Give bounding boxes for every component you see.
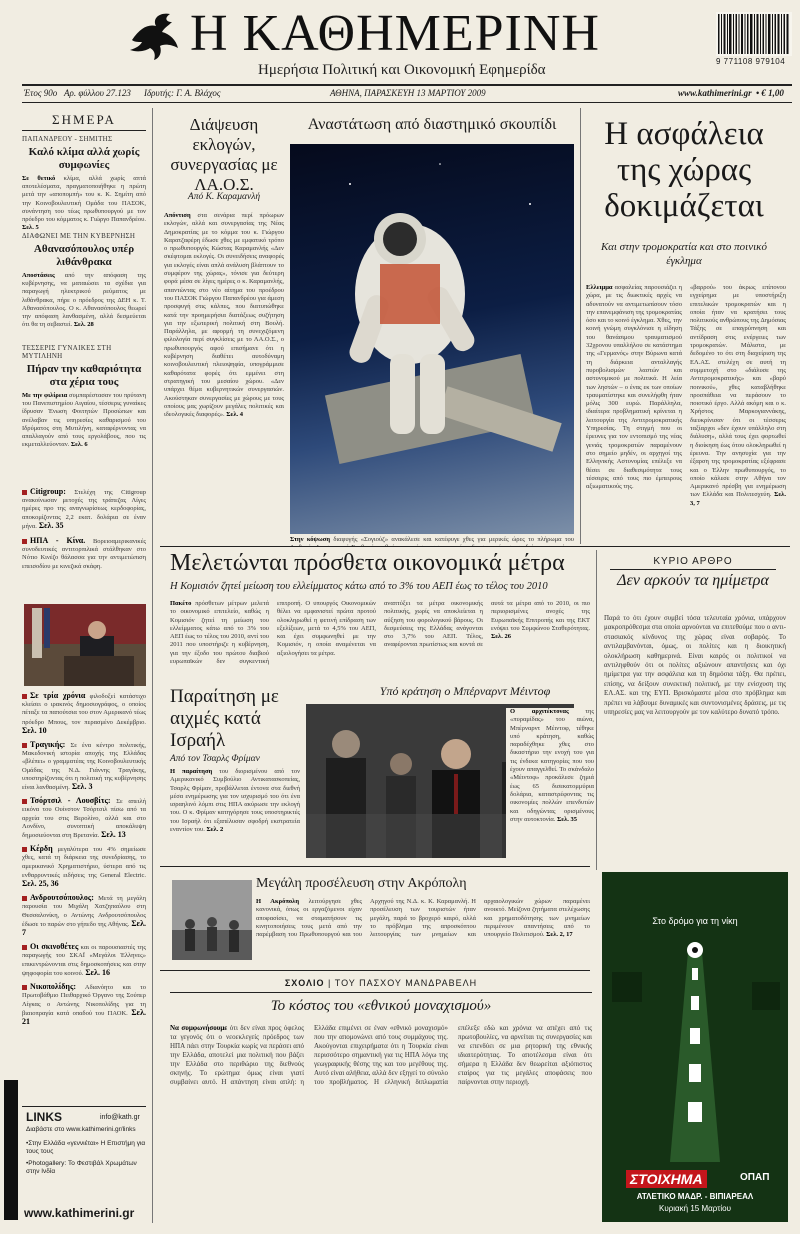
headline-resignation[interactable]: Παραίτηση με αιχμές κατά Ισραήλ — [170, 686, 279, 751]
caption-madoff-title[interactable]: Υπό κράτηση ο Μπέρναρντ Μέιντοφ — [379, 684, 551, 698]
stoixima-advertisement[interactable] — [602, 872, 788, 1222]
issue-number: Αρ. φύλλου 27.123 — [64, 88, 131, 98]
brief-item: Σε τρία χρόνια φιλοδοξεί κατάστιχο κλείσει ο ιρακινός δημοσιογράφος, ο οποίος πέταξε τα παπούτσια του στον Αμερικανό τέως πρόεδρο Μπους, τον περασμένο Δεκέμβριο. Σελ. 10 — [22, 691, 146, 735]
dateline: ΑΘΗΝΑ, ΠΑΡΑΣΚΕΥΗ 13 ΜΑΡΤΙΟΥ 2009 — [330, 88, 486, 98]
brief-good-climate: Σε θετικό κλίμα, αλλά χωρίς απτά αποτελέσματα, πραγματοποιήθηκε η πρώτη μετά την «αποπομπή» του κ. Κ. Σημίτη από την Κοινοβουλευτική Ομάδα του ΠΑΣΟΚ, συνάντηση του τέως πρωθυπουργού με τον πρόεδρο του κόμματος κ. Γιώργο Παπανδρέου. Σελ. 5 — [22, 175, 146, 232]
ad-tagline: Στο δρόμο για τη νίκη — [652, 916, 738, 926]
headline-athanasopoulos[interactable]: Αθανασόπουλος υπέρ λιθάνθρακα — [33, 243, 135, 268]
headline-acropolis[interactable]: Μεγάλη προσέλευση στην Ακρόπολη — [256, 876, 467, 891]
headline-cleaning[interactable]: Πήραν την καθαριότητα στα χέρια τους — [26, 363, 142, 388]
barcode-number: 9 771108 979104 — [716, 57, 786, 66]
article-madoff: Ο αρχιτέκτονας της «πυραμίδας» του αιώνα, Μπέρναρντ Μέιντοφ, τέθηκε υπό κράτηση, καθώς παραδέχθηκε χθες στο δικαστήριο την ενοχή του για τις ένδεκα κατηγορίες που του έχουν απαγγελθεί. Το σκάνδαλο «Μέιντοφ» προκάλεσε ζημιά έως 65 δισεκατομμύρια δολάρια, καταστρέφοντας τις οικονομίες πολλών επενδυτών και οδηγώντας ορισμένους στην αυτοκτονία. Σελ. 35 — [506, 708, 594, 862]
ad-date: Κυριακή 15 Μαρτίου — [659, 1204, 731, 1213]
photo-astronaut — [290, 144, 574, 534]
bullet-square-icon — [22, 539, 27, 544]
bullet-square-icon — [22, 945, 27, 950]
bullet-square-icon — [22, 694, 27, 699]
comment-label: ΣΧΟΛΙΟ | ΤΟΥ ΠΑΣΧΟΥ ΜΑΝΔΡΑΒΕΛΗ — [284, 978, 478, 988]
bullet-square-icon — [22, 847, 27, 852]
brief-item: Ανδρουτσόπουλος: Μετά τη μεγάλη παρουσία του Μιχάλη Χατζηπαύλου στη Θεσσαλονίκη, ο Αντώνης Ανδρουτσόπουλος έδωσε το παρών στο γήπεδο της Αθήνας. Σελ. 7 — [22, 893, 146, 938]
headline-good-climate[interactable]: Καλό κλίμα αλλά χωρίς συμφωνίες — [28, 146, 140, 171]
headline-security[interactable]: Η ασφάλεια της χώρας δοκιμάζεται — [604, 116, 764, 224]
link-photogallery[interactable]: •Photogallery: Το Φεστιβάλ Χρωμάτων στην Ινδία — [26, 1160, 137, 1175]
brief-item: Τραγικής: Σε ένα κέντρο πολιτικής, Μακεδονική ιστορία αποχής της Ελλάδας «βλέπει» ο γραμματέας της Κοινοβουλευτικής Ομάδας της Ν.Δ. Γιάννης Τραγάκης, υποστηρίζοντας ότι η πολιτική της κυβέρνησης είναι λανθασμένη. Σελ. 3 — [22, 740, 146, 792]
acropolis-crowd-illustration — [172, 880, 252, 960]
bullet-square-icon — [22, 896, 27, 901]
brief-item: Τσόρτσιλ - Λουσβίτς: Σε απειλή εικόνα του Ουίνστον Τσόρτσιλ πίσω από τα αρχεία του στις Βερολίνο, αλλά και στο Λονδίνο, συνοπτική αποκάλυψη δημοσιεύονται στη Βρετανία. Σελ. 13 — [22, 796, 146, 840]
kathimerini-side-strip — [4, 1080, 18, 1220]
eagle-logo-icon — [126, 10, 182, 62]
bullet-square-icon — [22, 985, 27, 990]
links-email[interactable]: info@kath.gr — [100, 1114, 140, 1121]
bullet-square-icon — [22, 743, 27, 748]
article-resignation: Η παραίτηση του διορισμένου από τον Αμερικανικό Συμβούλιο Αντικατασκοπείας, Τσαρλς Φρίμαν, προβάλλεται έντονα στα διεθνή μέσα ενημέρωσης για τον ισχυρισμό του ότι ένα ισραηλινό λόμπι στις ΗΠΑ ακύρωσε την εκλογή του. Ο κ. Φρίμαν κατηγόρησε τους υποστηρικτές του Ισραήλ ότι εξαπέλυσαν σφοδρή εκστρατεία εναντίον του. Σελ. 2 — [170, 768, 300, 834]
caption-space: Στην κόψωση διαφυγής «Σογιούζ» ανακάλεσε και κατέφυγε χθες για μερικές ώρες το πλήρωμα του — [290, 536, 574, 543]
brief-item: Νικοπολίδης: Αδιανόητο και το Πρωτοβάθμιο Πειθαρχικό Όργανο της Σούπερ Λίγκας ο Αντώνης Νικοπολίδης για τη βιαιοπραγία κατά οπαδού του ΠΑΟΚ. Σελ. 21 — [22, 982, 146, 1026]
kicker-dei: ΔΙΑΦΩΝΕΙ ΜΕ ΤΗΝ ΚΥΒΕΡΝΗΣΗ — [22, 232, 136, 240]
ad-match: ΑΤΛΕΤΙΚΟ ΜΑΔΡ. - ΒΙΠΙΑΡΕΑΛ — [636, 1192, 754, 1201]
headline-comment[interactable]: Το κόστος του «εθνικού μοναχισμού» — [270, 998, 492, 1014]
brief-cleaning: Με την φιλίρεια συμπαρέστασαν του πρύτανη του Πανεπιστημίου Αιγαίου, τέσσερις γυναίκες ίδρυσαν Ένωση Φοιτητών Προσώπων και ανέλαβαν τις υπηρεσίες καθαρισμού του Ιδρύματος στη Μυτιλήνη, καταφέρνοντας να απαλλαγούν από τους εργολάβους, που τις εκμεταλλεύονταν. Σελ. 6 — [22, 392, 147, 449]
article-comment: Να συμφωνήσουμε ότι δεν είναι προς όφελος τα γεγονός ότι ο νεοεκλεγείς πρόεδρος των ΗΠΑ πάει στην Τουρκία κωρίς να περάσει από την Ελλάδα, αποτελεί μια πολιτική που βάζει την Ελλάδα στο περιθώριο της διεθνούς σκηνής. Το ερώτημα όμως είναι γιατί συμβαίνει αυτό. Η απάντηση είναι απλή: η Ελλάδα επιμένει σε έναν «εθνικό μοναχισμό» που την απομονώνει από τους συμμάχους της. Ακούγονται επιχειρήματα ότι η Τουρκία είναι περισσότερο σημαντική για τις ΗΠΑ λόγω της γεωγραφικής θέσης της και του μεγέθους της. Αυτό είναι αλήθεια, αλλά δεν εξηγεί το σύνολο του προβλήματος. Η ελληνική διπλωματία επέλεξε εδώ και χρόνια να απέχει από τις πρωτοβουλίες, να αρνείται τις συνεργασίες και να επενδύει σε μια ρητορική της εθνικής ιδιαιτερότητας. Το αποτέλεσμα είναι ότι σήμερα η Ελλάδα δεν θεωρείται αξιόπιστος εταίρος για τις μεγάλες αποφάσεις που παίρνονται στην περιοχή. — [170, 1024, 592, 1086]
brief-item: Οι σκινοθέτες και οι παρουσιαστές της παραγωγής του ΣΚΑΪ «Μεγάλοι Έλληνες» επικεντρώνονται στις δημοσκοπήσεις και στην ψηφοφορία του κοινού. Σελ. 16 — [22, 942, 146, 977]
byline-elections: Από Κ. Καραμανλή — [187, 192, 261, 202]
kicker-papandreou: ΠΑΠΑΝΔΡΕΟΥ - ΣΗΜΙΤΗΣ — [22, 135, 113, 143]
brief-item: Citigroup: Στελέχη της Citigroup ανακοίνωσαν μετοχές της τράπεζας Λίγες ημέρες προ της αναγνωρίσεως κερδοφορίας, αποκομίζοντας 2,2 εκατ. δολάρια σε έναν μήνα. Σελ. 35 — [22, 487, 146, 530]
article-economy-a: Πακέτο πρόσθετων μέτρων μελετά το οικονομικό επιτελείο, καθώς η Κομισιόν ζητεί τη μείωση του ελλείμματος κάτω από το 3% του ΑΕΠ έως το τέλος του 2010, αντί του 2011 που υποστήριζε η κυβέρνηση, για την έξοδο του πρώτου διαβιού ευρωπαϊκών δεν συγκεντική επιτροπή. Ο υπουργός Οικονομικών θέλει να εμφανιστεί πρώτα προτού ολοκληρωθεί η φετινή επίδραση των εξελίξεων, μετά το 4,5% του ΑΕΠ, και έχει συμφωνηθεί με την Κομισιόν, η οποία αναμένεται να αξιολογήσει τα μέτρα. — [170, 600, 376, 666]
article-editorial: Παρά το ότι έχουν συμβεί τόσα τελευταία χρόνια, υπάρχουν μακροπρόθεσμα στα οποία αρνούνται να επιτεθούμε που ο αντι-στασιακός κίνδυνος της χώρας είναι σοβαρός. Το αντιλαμβανόνται, όμως, οι πολίτες και η διοικητική ολοκλήρωση καθημερινά. Είναι καιρός οι πολιτικοί να αντιληφθούν ότι οι πολίτες αξιώνουν απαντήσεις και όχι ημίμετρα για την ασφάλεια και τη δημόσια τάξη. Θα πρέπει, επίσης, να δείξουν συνεκτική πολιτική, με την ενίσχυση της ΕΛ.ΑΣ. και της ΕΥΠ. Βρισκόμαστε μέσα στο πρόβλημα και πρέπει να λάβουμε δυναμικές και συντονισμένες δράσεις, με τις υπηρεσίες μας να λειτουργούν με τον καλύτερο δυνατό τρόπο. — [604, 614, 786, 717]
headline-economy[interactable]: Μελετώνται πρόσθετα οικονομικά μέτρα — [170, 550, 565, 576]
photo-acropolis — [172, 880, 252, 960]
photo-bush-conference — [24, 604, 146, 686]
article-economy-b: αναπτύξει τα μέτρα οικονομικής πολιτικής, χωρίς να αποκλείεται η αύξηση του φορολογικού βάρους. Οι δεσμεύσεις της Ελλάδας ανάγονται στο 3,7% του ΑΕΠ. Τέλος, αναφέρονται πρωτίστως και κοντά σε αυτά τα μέτρα από το 2010, οι πιο περιορισμένες ανοχές της Ευρωπαϊκής Επιτροπής και της ΕΚΤ ενόψει του Συμφώνου Σταθερότητας. Σελ. 26 — [384, 600, 590, 649]
brief-athanasopoulos: Αποστάσεις από την απόφαση της κυβέρνησης, να ματαιώσει τα σχέδια για παραγωγή ηλεκτρικού ρεύματος με λιθάνθρακα, πήρε ο πρόεδρος της ΔΕΗ κ. Τ. Αθανασόπουλος. Ο κ. Αθανασόπουλος θεωρεί την απόφαση λανθασμένη, αλλά δεσμεύεται ότι θα τη σεβαστεί. Σελ. 28 — [22, 272, 146, 329]
issue-year: Έτος 90ο — [24, 88, 58, 98]
article-elections: Απόντιση στα σενάρια περί πρόωρων εκλογών, αλλά και συνεργασίας της Νέας Δημοκρατίας με το κόμμα του κ. Γιώργου Καρατζαφέρη έδωσε χθες με εμφατικό τρόπο ο πρωθυπουργός Κώστας Καραμανλής «Δεν σκέφτομαι εκλογές. Οι συνειδήσεις αναφορές για εκλογές είναι απλά ανάλυση βλάπτουν το συμφέρον της χώρας», τόνισε για δεύτερη φορά μέσα σε λίγες ημέρες ο κ. Καραμανλής, απαντώντας στο νέο αίτημα του προέδρου του ΠΑΣΟΚ Γιώργου Παπανδρέου για άμεση προσφυγή στις κάλπες, που διατυπώθηκε κατά την προημερήσια διατάξεως συζήτηση για την εξωτερική πολιτική στη Βουλή. Παράλληλα, με αφορμή τη συνεχιζόμενη φιλολογία περί συγκλίσεις με το ΛΑ.Ο.Σ., ο πρωθυπουργός αφού επισήμανε ότι η κυβέρνηση διαθέτει αυτοδύναμη κοινοβουλευτική πλειοψηφία, υπογράμμισε καθαρότατα φορές ότι εμμένει στη στρατηγική του μεσαίου χώρου. «Δεν υπάρχει θέμα κυβερνητικών συνεργασιών. Ακούστηκαν συνεργασίες με χώρους με τους οποίους μας χωρίζουν μεγάλες πολιτικές και ιδεολογικές διαφορές». Σελ. 4 — [164, 212, 284, 419]
astronaut-illustration — [290, 144, 574, 534]
headline-elections[interactable]: Διάψευση εκλογών, συνεργασίας με ΛΑ.Ο.Σ. — [170, 115, 278, 194]
ad-brand: ΣΤΟΙΧΗΜΑ — [626, 1170, 707, 1188]
article-security-col2: «βαρρού» του άκρως επίπονου εγχείρημα με υποστήριξη επιτελικών τρομοκρατών και η οποία ήταν να κρατήσει τους πολιτικούς ανθρώπους της Δημόσιας Τάξης σε επαγρύπνηση και αντίδραση στις ενέργειες των τρομοκρατών. Μάλιστα, με δεδομένο το ότι στη διαχείριση της ΕΛ.ΑΣ. στελέχη σε αυτή τη συμμετοχή στο «διάλυσε της Αντιτρομοκρατικής» και «βαρύ ποινικού», χθες καταβλήθηκε προσπάθεια να περάσουν το ποιοτικό έργο. Αλλά ακόμη και ο κ. Χρήστος Μαρκογιαννάκης, διευκρίνισαν ότι οι τέσσερις ταξίαρχοι «δεν έχουν υπάλληλο στη διάλυση», αλλά τους έχει φορτωθεί η διοίκηση έως ότου ολοκληρωθεί η έρευνα. Την ανησυχία για την έξαρση της τρομοκρατίας εξέφρασε και ο Έλλην πρωθυπουργός, το οποίο κάλεσε στην Αθήνα τον Αμερικανό πρέσβη για ενημέρωση των Ελλάδα και Πολιτεσχεύη. Σελ. 3, 7 — [690, 284, 786, 507]
links-subtitle[interactable]: Διαβάστε στο www.kathimerini.gr/links — [26, 1126, 136, 1133]
masthead-title: Η ΚΑΘΗΜΕΡΙΝΗ — [190, 5, 600, 62]
link-science[interactable]: •Στην Ελλάδα «γεννιέται» Η Επιστήμη για τους τους — [26, 1140, 146, 1155]
barcode-icon — [716, 12, 792, 56]
headline-space-debris[interactable]: Αναστάτωση από διαστημικό σκουπίδι — [307, 116, 557, 133]
bullet-square-icon — [22, 799, 27, 804]
masthead-subtitle: Ημερήσια Πολιτική και Οικονομική Εφημερίδα — [258, 62, 546, 78]
article-security-col1: Ελλειμμα ασφαλείας παρουσιάζει η χώρα, με τις διωκτικές αρχές να αδυνατούν να αντιμετωπίσουν τόσο την επανεμφάνιση της τρομοκρατίας όσο και το κοινό έγκλημα. Χθες, την κοινή γνώμη συγκλόνισε η είδηση του θανάσιμου τραυματισμού 32χρονου υπαλλήλου σε κατάστημα της «Γερμανός» στην Βύρωνα κατά τη διάρκεια ανταλλαγής πυροβολισμών λαστών και αστυνομικού με πολιτικά. Η λεία των ληστών – ο ένας εκ των οποίων τραυματίστηκε και συνελήφθη ήταν μόλις 300 ευρώ. Παράλληλα, ιδιαίτερα προβληματική κρίνεται η λειτουργία της Αντιτρομοκρατικής Υπηρεσίας. Τη στιγμή που οι έρευνες για τον εντοπισμό της νέας γενιάς τρομοκρατών παραμένουν στο σημείο μηδέν, οι αρχηγοί της Ελληνικής Αστυνομίας επέλεξε να θέσει σε διαθεσιμότητα τους τέσσερις από τους πιο έμπειρους αξιωματικούς της. — [586, 284, 682, 491]
footer-website-link[interactable]: www.kathimerini.gr — [24, 1206, 135, 1220]
masthead-website[interactable]: www.kathimerini.gr — [678, 88, 752, 98]
links-title: LINKS — [26, 1110, 62, 1124]
editorial-label: ΚΥΡΙΟ ΑΡΘΡΟ — [653, 556, 733, 567]
price: • € 1,00 — [756, 88, 784, 98]
subhead-economy: Η Κομισιόν ζητεί μείωση του ελλείμματος κάτω από το 3% του ΑΕΠ έως το τέλος του 2010 — [170, 581, 548, 592]
brief-item: Κέρδη μεγαλύτερα του 4% σημείωσε χθες, κατά τη διάρκεια της συνεδρίασης, το αμερικανικό Χρηματιστήριο, ύστερα από τις ενθαρρυντικές ειδήσεις της General Electric. Σελ. 25, 36 — [22, 844, 146, 889]
kicker-mytilini: ΤΕΣΣΕΡΙΣ ΓΥΝΑΙΚΕΣ ΣΤΗ ΜΥΤΙΛΗΝΗ — [22, 344, 112, 360]
article-acropolis: Η Ακρόπολη λειτούργησε χθες κανονικά, όπως οι εργαζόμενοι είχαν αποφασίσει, να σταματήσουν τις κινητοποιήσεις τους μετά από την παρέμβαση του Πρωθυπουργού και του Αρχηγού της Ν.Δ. κ. Κ. Καραμανλή. Η προσέλευση των τουριστών ήταν μεγάλη, παρά το βροχερό καιρό, αλλά το πρόβλημα της απροσκόπτου λειτουργίας των μνημείων και αρχαιολογικών χώρων παραμένει ανοικτό. Μείζονα ζητήματα στελέχωσης και χρηματοδότησης των μνημείων περιμένουν απαντήσεις από το υπουργείο Πολιτισμού. Σελ. 2, 17 — [256, 898, 590, 939]
opap-logo: ΟΠΑΠ — [740, 1172, 770, 1183]
brief-item: ΗΠΑ - Κίνα. Βορειοαμερικανικές συνοδευτικές αντιτορπιλικά στάλθηκαν στο Νότιο Κινέζο θάλασσα για την αντιμετώπιση επεισοδίου με κινεζικά σκάφη. — [22, 536, 147, 570]
today-section-label: ΣΗΜΕΡΑ — [52, 112, 116, 127]
bullet-square-icon — [22, 490, 27, 495]
subhead-security: Και στην τρομοκρατία και στο ποινικό έγκλημα — [601, 241, 767, 267]
byline-resignation: Από τον Τσαρλς Φρίμαν — [170, 754, 260, 764]
founder: Ιδρυτής: Γ. Α. Βλάχος — [144, 88, 221, 98]
headline-editorial[interactable]: Δεν αρκούν τα ημίμετρα — [617, 572, 769, 589]
